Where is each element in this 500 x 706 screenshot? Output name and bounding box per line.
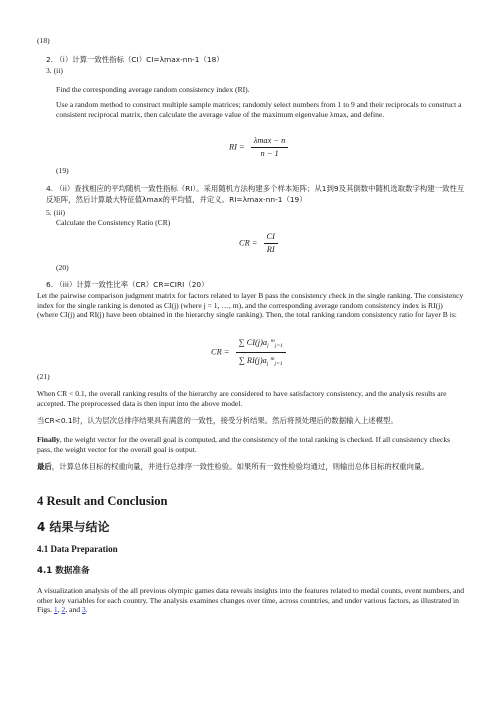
finally-cn-lead: 最后 <box>37 462 52 471</box>
list-item-6: 6. （iii）计算一致性比率（CR）CR=CIRI（20） <box>46 280 209 289</box>
list-item-2: 2. （i）计算一致性指标（CI）CI=λmax-nn-1（18） <box>46 55 224 64</box>
figure-ref-3[interactable]: 3 <box>81 605 86 615</box>
equation-tag-18-top: (18) <box>37 36 50 45</box>
figure-ref-1[interactable]: 1 <box>53 605 58 615</box>
equation-cr-total <box>211 336 286 369</box>
numerator-sum-lower: j=1 <box>274 343 283 349</box>
equation-cr-total-numerator: ∑ $CI(j)a_j$ $^m_{j=1}$ <box>236 336 286 353</box>
cr-intro-text: Calculate the Consistency Ratio (CR) <box>56 218 171 227</box>
finally-paragraph-cn <box>37 462 465 473</box>
equation-ri-denominator: n − 1 <box>260 149 279 158</box>
finally-paragraph <box>37 435 465 454</box>
equation-ri <box>229 136 288 159</box>
equation-cr-total-denominator: ∑ $RI(j)a_j$ $^m_{j=1}$ <box>238 356 283 367</box>
heading-data-preparation-cn: 4.1 数据准备 <box>37 566 90 576</box>
equation-cr-total-lhs: CR = <box>211 347 230 357</box>
ri-method-text: Use a random method to construct multiple sample matrices; randomly select numbers from 1 to 9 and their reciprocals to construct a consistent reciprocal matrix, then calculate the average value of the maximum eigenvalue λmax, and define. <box>56 100 462 119</box>
denominator-sum-lower: j=1 <box>274 361 283 367</box>
equation-tag-19: (19) <box>56 166 69 175</box>
heading-result-conclusion: 4 Result and Conclusion <box>37 494 168 508</box>
heading-result-conclusion-cn: 4 结果与结论 <box>37 520 110 534</box>
visualization-text: A visualization analysis of the all previous olympic games data reveals insights into the features related to medal counts, event numbers, and other key variables for each country. The analysis examines changes over time, across countries, and under various factors, as illustrated in Figs. <box>37 586 465 615</box>
equation-tag-21: (21) <box>37 372 50 381</box>
list-item-3-label: 3. (ii) <box>46 66 63 75</box>
numerator-index: j <box>267 343 269 349</box>
visualization-paragraph: A visualization analysis of the all previous olympic games data reveals insights into the features related to medal counts, event numbers, and other key variables for each country. The analysis examines changes over time, across countries, and under various factors, as illustrated in Figs. 1, 2, and 3. <box>37 586 465 615</box>
equation-cr-denominator: RI <box>266 245 275 254</box>
equation-ri-numerator: λmax − n <box>251 136 289 148</box>
finally-lead: Finally <box>37 435 60 444</box>
equation-cr-numerator: CI <box>264 232 278 244</box>
figure-ref-2[interactable]: 2 <box>61 605 66 615</box>
denominator-index: j <box>266 361 269 367</box>
equation-tag-20: (20) <box>56 263 69 272</box>
denominator-sum-upper: m <box>270 356 275 362</box>
when-paragraph: When CR < 0.1, the overall ranking results of the hierarchy are considered to have satisfactory consistency, and the analysis results are accepted. The preprocessed data is then input into the above model. <box>37 389 447 408</box>
list-item-5-label: 5. (iii) <box>46 208 65 217</box>
heading-data-preparation: 4.1 Data Preparation <box>37 544 118 554</box>
equation-ri-lhs: RI = <box>229 142 245 152</box>
ri-intro-text: Find the corresponding average random consistency index (RI). <box>56 85 250 94</box>
finally-cn-rest: ，计算总体目标的权重向量，并进行总排序一致性检验。如果所有一致性检验均通过，则输出总体目标的权重向量。 <box>51 462 429 471</box>
equation-cr <box>239 232 278 255</box>
numerator-sum-upper: m <box>270 338 275 344</box>
finally-rest: , the weight vector for the overall goal is computed, and the consistency of the total ranking is checked. If all consistency checks pass, the weight vector for the overall goal is output. <box>37 435 451 454</box>
when-paragraph-cn: 当CR<0.1时，认为层次总排序结果具有满意的一致性，接受分析结果。然后将预处理后的数据输入上述模型。 <box>37 416 398 425</box>
pairwise-paragraph: Let the pairwise comparison judgment matrix for factors related to layer B pass the consistency check in the single ranking. The consistency index for the single ranking is denoted as CI(j) (where j = 1, …, m), and the corresponding average random consistency index is RI(j) (where CI(j) and RI(j) have been obtained in the hierarchy single ranking). Then, the total ranking random consistency ratio for layer B is: <box>37 291 464 320</box>
equation-cr-lhs: CR = <box>239 238 258 248</box>
list-item-4: 4. （ii）查找相应的平均随机一致性指标（RI）。采用随机方法构建多个样本矩阵；从1到9及其倒数中随机选取数字构建一致性互反矩阵，然后计算最大特征值λmax的平均值，并定义。RI=λmax-nn-1（19） <box>46 184 465 204</box>
